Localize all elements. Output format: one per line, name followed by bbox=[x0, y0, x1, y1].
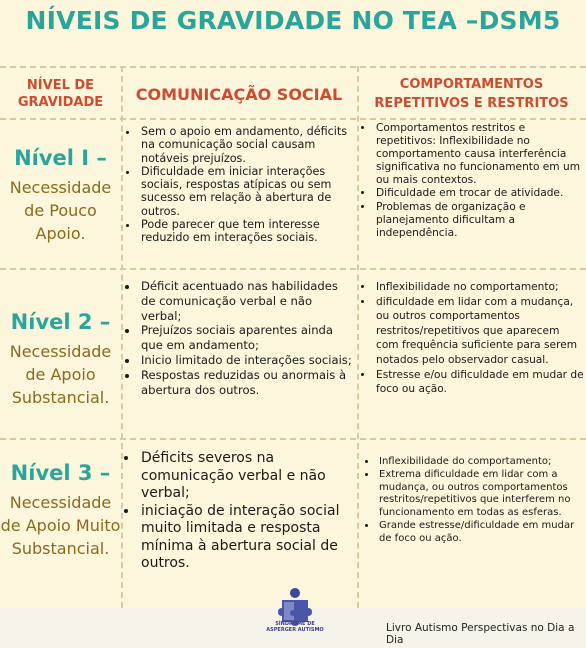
header-social-communication: COMUNICAÇÃO SOCIAL bbox=[135, 84, 343, 104]
level-2-social bbox=[127, 279, 353, 397]
list-item: • iniciação de interação social muito limitada e resposta mínima à abertura social de outros. bbox=[139, 503, 353, 573]
level-3-cell bbox=[0, 461, 121, 560]
list-item: • Comportamentos restritos e repetitivos: Inflexibilidade no comportamento causa interferência significativa no funcionamento em um ou mais contextos. bbox=[374, 122, 584, 187]
table-divider bbox=[0, 438, 586, 440]
list-item: • Problemas de organização e planejamento dificultam a independência. bbox=[374, 201, 584, 240]
list-item: • Prejuízos sociais aparentes ainda que em andamento; bbox=[139, 323, 353, 353]
level-description: Necessidade de Pouco Apoio. bbox=[9, 178, 112, 243]
level-description: Necessidade de Apoio Muito Substancial. bbox=[0, 493, 121, 558]
list-item: • Sem o apoio em andamento, déficits na comunicação social causam notáveis prejuízos. bbox=[139, 125, 353, 165]
level-1-social bbox=[127, 125, 353, 245]
level-description: Necessidade de Apoio Substancial. bbox=[9, 342, 112, 407]
level-name: Nível I – bbox=[14, 146, 107, 170]
header-severity-level: NÍVEL DE GRAVIDADE bbox=[17, 78, 104, 110]
list-item: • Grande estresse/dificuldade em mudar de foco ou ação. bbox=[377, 520, 583, 546]
list-item: • Estresse e/ou dificuldade em mudar de foco ou ação. bbox=[374, 368, 584, 397]
list-item: • dificuldade em lidar com a mudança, ou outros comportamentos restritos/repetitivos que aparecem com frequência suficiente para serem notados pelo observador casual. bbox=[374, 295, 584, 368]
level-name: Nível 3 – bbox=[10, 461, 111, 485]
header-repetitive-behaviors: COMPORTAMENTOS REPETITIVOS E RESTRITOS bbox=[374, 77, 569, 111]
severity-table bbox=[0, 66, 586, 608]
level-1-cell bbox=[0, 146, 121, 245]
table-divider bbox=[357, 66, 359, 608]
table-divider bbox=[0, 118, 586, 120]
table-divider bbox=[0, 66, 586, 68]
level-3-behavior bbox=[365, 456, 583, 546]
list-item: • Inflexibilidade do comportamento; bbox=[377, 456, 583, 469]
puzzle-person-logo-icon bbox=[272, 586, 318, 644]
list-item: • Extrema dificuldade em lidar com a mudança, ou outros comportamentos restritos/repetitivos que interferem no funcionamento em todas as esferas. bbox=[377, 469, 583, 520]
source-credit: Livro Autismo Perspectivas no Dia a Dia bbox=[386, 622, 575, 646]
level-name: Nível 2 – bbox=[10, 310, 111, 334]
level-3-social bbox=[127, 450, 353, 573]
page-title: NÍVEIS DE GRAVIDADE NO TEA –DSM5 bbox=[25, 6, 561, 35]
list-item: • Respostas reduzidas ou anormais à abertura dos outros. bbox=[139, 368, 353, 398]
level-2-cell bbox=[0, 310, 121, 409]
list-item: • Dificuldade em trocar de atividade. bbox=[374, 187, 584, 200]
table-divider bbox=[121, 66, 123, 608]
level-1-behavior bbox=[362, 122, 584, 240]
level-2-behavior bbox=[362, 280, 584, 397]
table-divider bbox=[0, 268, 586, 270]
list-item: • Inicio limitado de interações sociais; bbox=[139, 353, 353, 368]
list-item: • Déficit acentuado nas habilidades de comunicação verbal e não verbal; bbox=[139, 279, 353, 323]
list-item: • Pode parecer que tem interesse reduzido em interações sociais. bbox=[139, 218, 353, 245]
logo-text: SÍNDROME DE ASPERGER AUTISMO bbox=[266, 621, 324, 633]
list-item: • Déficits severos na comunicação verbal e não verbal; bbox=[139, 450, 353, 503]
list-item: • Inflexibilidade no comportamento; bbox=[374, 280, 584, 295]
list-item: • Dificuldade em iniciar interações sociais, respostas atípicas ou sem sucesso em relação à abertura de outros. bbox=[139, 165, 353, 218]
